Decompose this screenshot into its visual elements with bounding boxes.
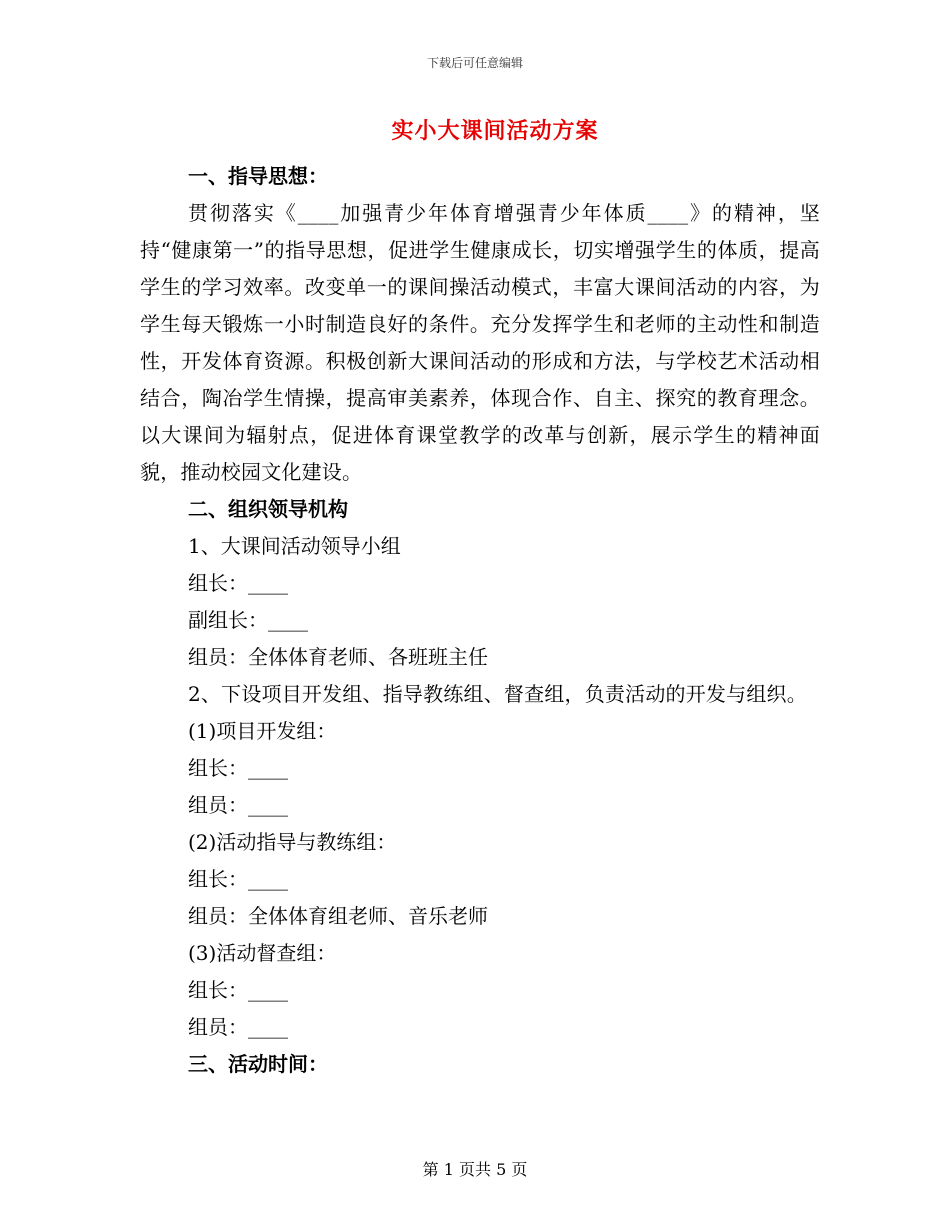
subgroup-2-members: 组员：全体体育组老师、音乐老师 (188, 904, 488, 928)
group-title: 1、大课间活动领导小组 (188, 534, 401, 558)
section-paragraph-1: 贯彻落实《____加强青少年体育增强青少年体质____》的精神，坚持“健康第一”的指导思想，促进学生健康成长，切实增强学生的体质，提高学生的学习效率。改变单一的课间操活动模式，丰富大课间活动的内容，为学生每天锻炼一小时制造良好的条件。充分发挥学生和老师的主动性和制造性，开发体育资源。积极创新大课间活动的形成和方法，与学校艺术活动相结合，陶冶学生情操，提高审美素养，体现合作、自主、探究的教育理念。以大课间为辐射点，促进体育课堂教学的改革与创新，展示学生的精神面貌，推动校园文化建设。 (140, 201, 820, 484)
subgroup-3-members: 组员：____ (188, 1015, 288, 1039)
page-footer: 第 1 页共 5 页 (422, 1160, 528, 1179)
subgroup-1-leader: 组长：____ (188, 756, 288, 780)
group-vice-leader: 副组长：____ (188, 608, 308, 632)
section-heading-3: 三、活动时间： (188, 1052, 328, 1076)
group-members: 组员：全体体育老师、各班班主任 (188, 645, 488, 669)
subgroup-1-title: (1)项目开发组： (188, 719, 337, 743)
subgroups-intro: 2、下设项目开发组、指导教练组、督查组，负责活动的开发与组织。 (188, 682, 807, 706)
document-title: 实小大课间活动方案 (391, 118, 599, 144)
subgroup-2-leader: 组长：____ (188, 867, 288, 891)
subgroup-1-members: 组员：____ (188, 793, 288, 817)
subgroup-3-leader: 组长：____ (188, 978, 288, 1002)
page-header: 下载后可任意编辑 (426, 56, 523, 70)
subgroup-3-title: (3)活动督查组： (188, 941, 337, 965)
document-body (140, 158, 820, 1083)
subgroup-2-title: (2)活动指导与教练组： (188, 830, 397, 854)
group-leader: 组长：____ (188, 571, 288, 595)
section-heading-1: 一、指导思想： (188, 164, 328, 188)
section-heading-2: 二、组织领导机构 (188, 497, 348, 521)
